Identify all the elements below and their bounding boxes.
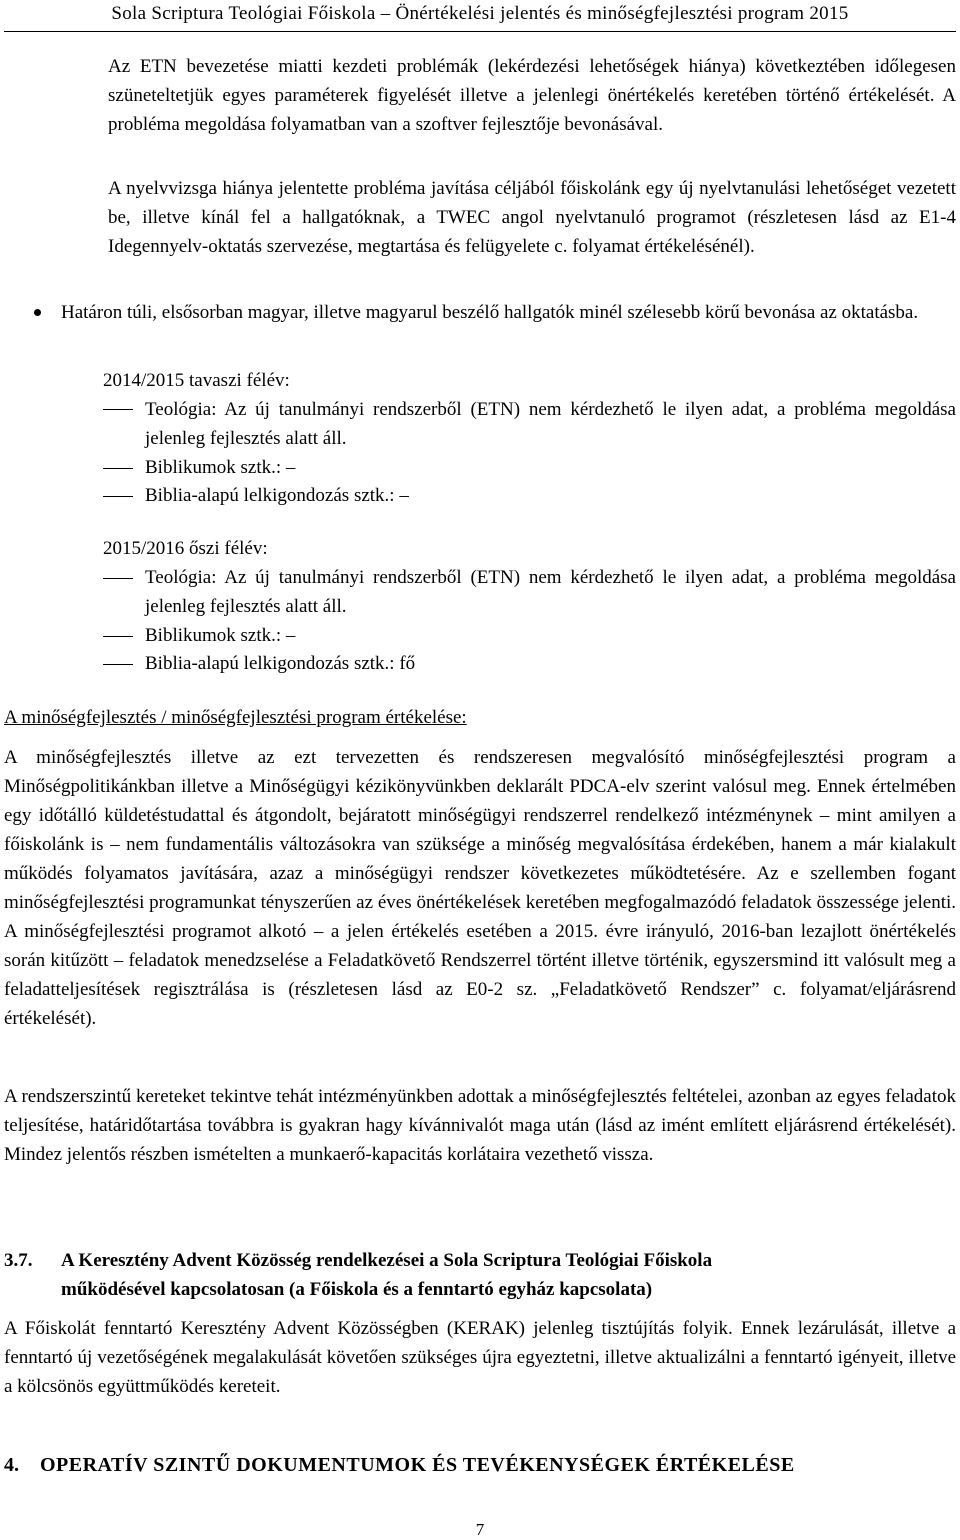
bullet-text: Határon túli, elsősorban magyar, illetve magyarul beszélő hallgatók minél szélesebb körű bevonása az oktatásba. bbox=[61, 302, 919, 323]
semester-1-item-2: Biblikumok sztk.: – bbox=[145, 457, 296, 478]
nyelvvizsga-paragraph: A nyelvvizsga hiánya jelentette probléma javítása céljából főiskolánk egy új nyelvtanulási lehetőséget vezetett be, illetve kínál fel a hallgatóknak, a TWEC angol nyelvtanuló programot (részletesen lásd az E1-4 Idegennyelv-oktatás szervezése, megtartása és felügyelete c. folyamat értékelésénél). bbox=[108, 178, 956, 257]
bullet-dot bbox=[34, 309, 41, 316]
dash-mark bbox=[103, 496, 133, 497]
section-4-title: OPERATÍV SZINTŰ DOKUMENTUMOK ÉS TEVÉKENYSÉGEK ÉRTÉKELÉSE bbox=[40, 1454, 795, 1476]
dash-mark bbox=[103, 468, 133, 469]
semester-1-item-3: Biblia-alapú lelkigondozás sztk.: – bbox=[145, 485, 409, 506]
section-3-7-number: 3.7. bbox=[4, 1250, 33, 1271]
section-3-7-body: A Főiskolát fenntartó Keresztény Advent Közösségben (KERAK) jelenleg tisztújítás folyik. Ennek lezárulását, illetve a fenntartó új vezetőségének megalakulását követően szükséges újra egyeztetni, illetve aktualizálni a fenntartó igényeit, illetve a kölcsönös együttműködés kereteit. bbox=[4, 1318, 956, 1397]
semester-label-2: 2015/2016 őszi félév: bbox=[103, 538, 268, 559]
semester-2-item-2: Biblikumok sztk.: – bbox=[145, 625, 296, 646]
quality-heading: A minőségfejlesztés / minőségfejlesztési program értékelése: bbox=[4, 707, 467, 728]
section-4-number: 4. bbox=[4, 1454, 19, 1476]
etn-paragraph: Az ETN bevezetése miatti kezdeti problémák (lekérdezési lehetőségek hiánya) következtében időlegesen szüneteltetjük egyes paraméterek figyelését illetve a jelenlegi önértékelés keretében történő értékelését. A probléma megoldása folyamatban van a szoftver fejlesztője bevonásával. bbox=[108, 56, 956, 135]
dash-mark bbox=[103, 409, 133, 410]
page-number: 7 bbox=[475, 1520, 485, 1539]
header-rule bbox=[4, 31, 956, 32]
semester-2-item-1: Teológia: Az új tanulmányi rendszerből (ETN) nem kérdezhető le ilyen adat, a probléma megoldása jelenleg fejlesztés alatt áll. bbox=[145, 567, 956, 617]
semester-label-1: 2014/2015 tavaszi félév: bbox=[103, 370, 290, 391]
semester-1-item-1: Teológia: Az új tanulmányi rendszerből (ETN) nem kérdezhető le ilyen adat, a probléma megoldása jelenleg fejlesztés alatt áll. bbox=[145, 399, 956, 449]
quality-paragraph-1: A minőségfejlesztés illetve az ezt tervezetten és rendszeresen megvalósító minőségfejlesztési program a Minőségpolitikánkban illetve a Minőségügyi kézikönyvünkben deklarált PDCA-elv szerint valósul meg. Ennek értelmében egy időtálló küldetéstudattal és átgondolt, bejáratott minőségügyi rendszerrel rendelkező intézménynek – mint amilyen a főiskolánk is – nem fundamentális változásokra van szüksége a minőség megvalósítása érdekében, hanem a már kialakult működés folyamatos javítására, azaz a minőségügyi rendszer következetes működtetésére. Az e szellemben fogant minőségfejlesztési programunkat tényszerűen az éves önértékelések keretében megfogalmazódó feladatok összessége jelenti. A minőségfejlesztési programot alkotó – a jelen értékelés esetében a 2015. évre irányuló, 2016-ban lezajlott önértékelés során kitűzött – feladatok menedzselése a Feladatkövető Rendszerrel történt illetve történik, egyszersmind itt valósult meg a feladatteljesítések regisztrálása is (részletesen lásd az E0-2 sz. „Feladatkövető Rendszer” c. folyamat/eljárásrend értékelését). bbox=[4, 747, 956, 1029]
dash-mark bbox=[103, 578, 133, 579]
dash-mark bbox=[103, 636, 133, 637]
semester-2-item-3: Biblia-alapú lelkigondozás sztk.: fő bbox=[145, 653, 416, 674]
section-3-7-title-line-1: A Keresztény Advent Közösség rendelkezései a Sola Scriptura Teológiai Főiskola bbox=[61, 1250, 713, 1271]
quality-paragraph-2: A rendszerszintű kereteket tekintve tehát intézményünkben adottak a minőségfejlesztés feltételei, azonban az egyes feladatok teljesítése, határidőtartása továbbra is gyakran hagy kívánnivalót maga után (lásd az imént említett eljárásrend értékelését). Mindez jelentős részben ismételten a munkaerő-kapacitás korlátaira vezethető vissza. bbox=[4, 1086, 956, 1165]
dash-mark bbox=[103, 664, 133, 665]
page-header: Sola Scriptura Teológiai Főiskola – Önértékelési jelentés és minőségfejlesztési program 2015 bbox=[111, 3, 849, 24]
section-3-7-title-line-2: működésével kapcsolatosan (a Főiskola és a fenntartó egyház kapcsolata) bbox=[61, 1279, 653, 1300]
